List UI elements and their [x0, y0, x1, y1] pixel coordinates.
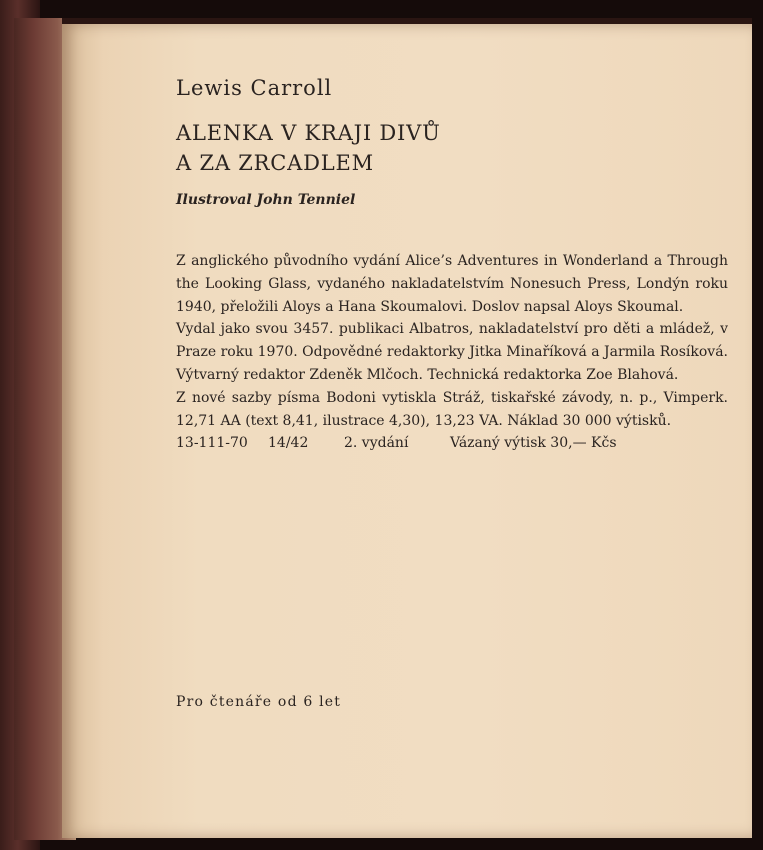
illustrator-credit: Ilustroval John Tenniel [176, 192, 356, 208]
reader-age-note: Pro čtenáře od 6 let [176, 694, 342, 710]
publication-number: 14/42 [268, 435, 309, 452]
imprint-meta-line [176, 432, 728, 455]
imprint-paragraph-printing: Z nové sazby písma Bodoni vytiskla Stráž, tiskařské závody, n. p., Vimperk. 12,71 AA (text 8,41, ilustrace 4,30), 13,23 VA. Náklad 30 000 výtisků. [176, 389, 728, 429]
book-title [176, 118, 441, 178]
title-line-1: ALENKA V KRAJI DIVŮ [176, 121, 441, 145]
author-name: Lewis Carroll [176, 76, 333, 100]
edition-label: 2. vydání [344, 435, 409, 452]
title-line-2: A ZA ZRCADLEM [176, 151, 374, 175]
publication-code: 13-111-70 [176, 435, 248, 452]
imprint-paragraph-translation: Z anglického původního vydání Alice’s Adventures in Wonderland a Through the Looking Glass, vydaného nakladatelstvím Nonesuch Press, Londýn roku 1940, přeložili Aloys a Hana Skoumalovi. Doslov napsal Aloys Skoumal. [176, 253, 728, 315]
imprint-text [176, 250, 728, 455]
price-label: Vázaný výtisk 30,— Kčs [450, 435, 617, 452]
imprint-paragraph-publisher: Vydal jako svou 3457. publikaci Albatros, nakladatelství pro děti a mládež, v Praze roku 1970. Odpovědné redaktorky Jitka Minaříková a Jarmila Rosíková. Výtvarný redaktor Zdeněk Mlčoch. Technická redaktorka Zoe Blahová. [176, 321, 728, 383]
